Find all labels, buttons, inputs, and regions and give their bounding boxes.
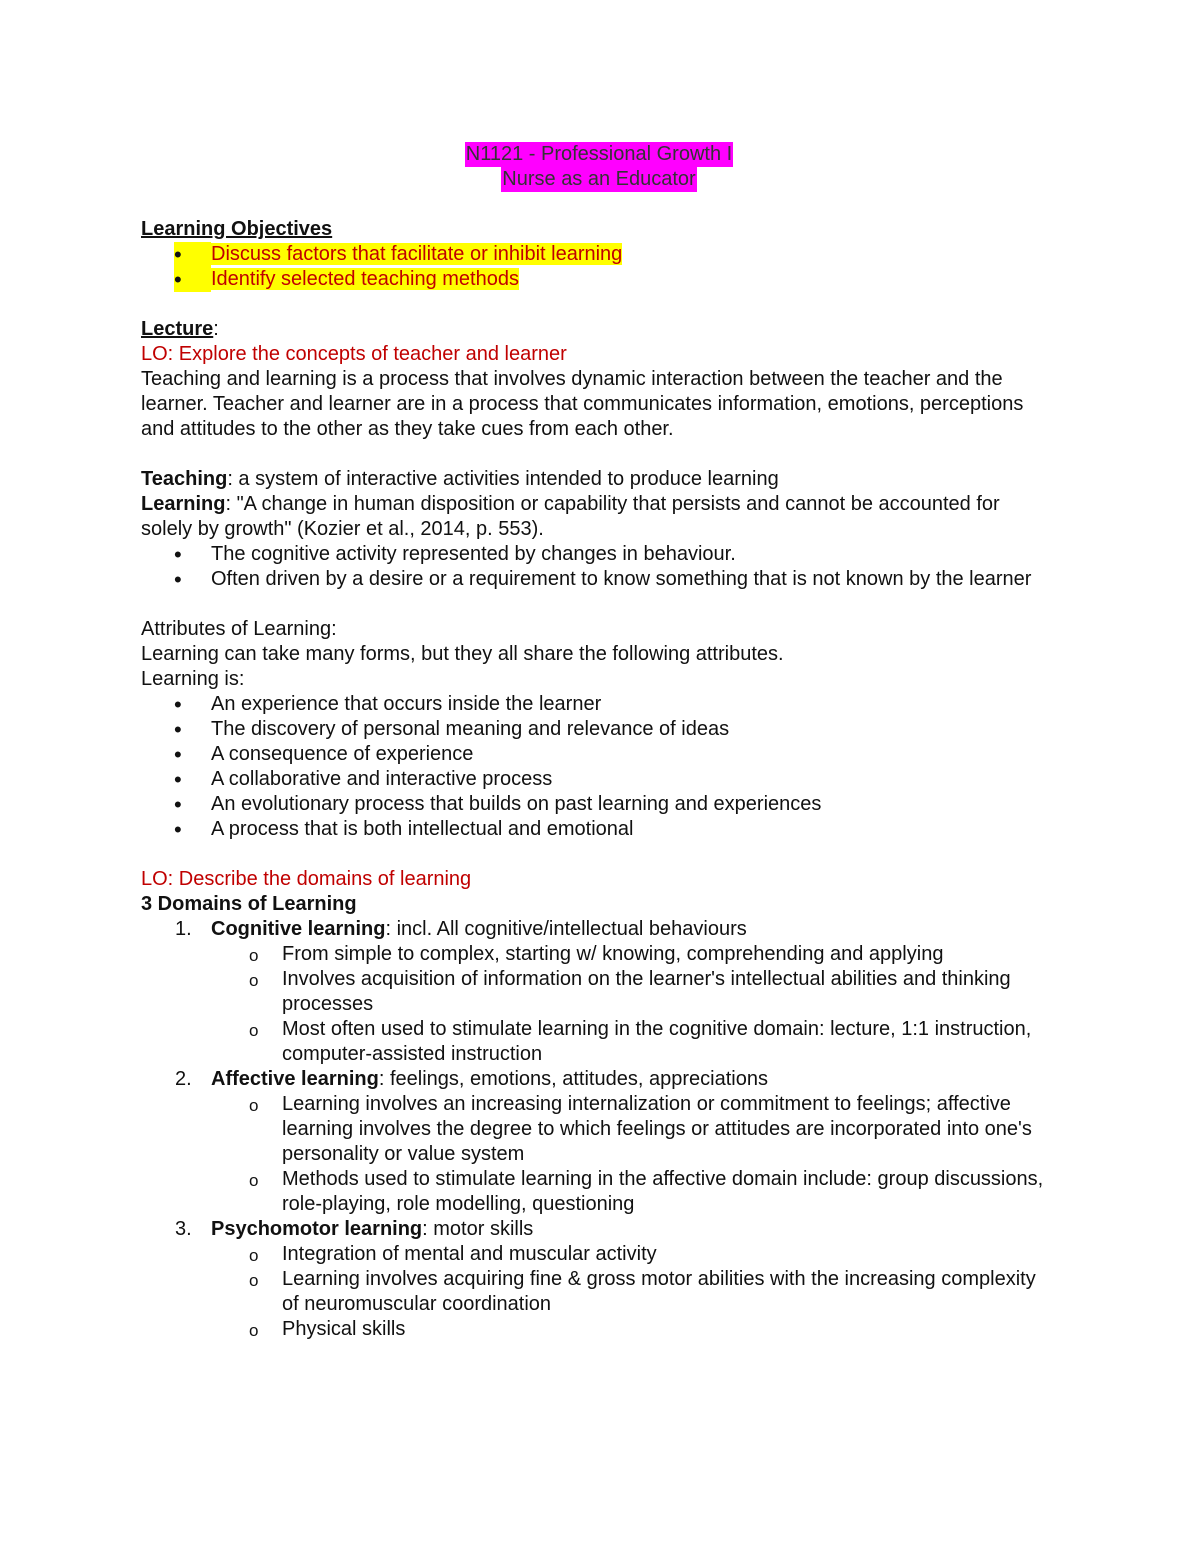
domain-item: 1. Cognitive learning: incl. All cognitive/intellectual behaviours (175, 918, 747, 940)
objectives-list (141, 242, 1051, 292)
list-item: • A collaborative and interactive process (141, 767, 1051, 792)
lecture-heading-line: Lecture: (141, 318, 219, 340)
course-title: N1121 - Professional Growth I (465, 143, 733, 165)
learning-is-label: Learning is: (141, 668, 245, 690)
sub-list-item: o Learning involves acquiring fine & gross motor abilities with the increasing complexity of neuromuscular coordination (249, 1268, 1036, 1315)
sub-list-item: o Methods used to stimulate learning in the affective domain include: group discussions, role-playing, role modelling, questioning (249, 1168, 1044, 1215)
teaching-definition: Teaching: a system of interactive activities intended to produce learning (141, 468, 779, 490)
list-item: • Often driven by a desire or a requirement to know something that is not known by the learner (141, 567, 1051, 592)
lo-describe-domains: LO: Describe the domains of learning (141, 868, 472, 890)
document-content (141, 142, 1051, 1342)
objective-item: • Discuss factors that facilitate or inhibit learning (174, 242, 623, 267)
sub-list-item: o Integration of mental and muscular activity (249, 1243, 657, 1265)
sub-list-item: o Involves acquisition of information on the learner's intellectual abilities and thinking processes (249, 968, 1011, 1015)
objective-item: • Identify selected teaching methods (174, 267, 519, 292)
attributes-heading: Attributes of Learning: (141, 618, 337, 640)
objectives-heading: Learning Objectives (141, 218, 333, 240)
domains-list (141, 917, 1051, 1342)
list-item: • A consequence of experience (141, 742, 1051, 767)
sub-list-item: o From simple to complex, starting w/ knowing, comprehending and applying (249, 943, 944, 965)
attributes-list (141, 692, 1051, 842)
domains-heading: 3 Domains of Learning (141, 893, 357, 915)
sub-list-item: o Physical skills (249, 1318, 406, 1340)
domain-item: 3. Psychomotor learning: motor skills (175, 1218, 534, 1240)
lesson-title: Nurse as an Educator (502, 168, 696, 190)
sub-list-item: o Most often used to stimulate learning in the cognitive domain: lecture, 1:1 instruction, computer-assisted instruction (249, 1018, 1032, 1065)
domain-item: 2. Affective learning: feelings, emotions, attitudes, appreciations (175, 1068, 768, 1090)
list-item: • An experience that occurs inside the learner (141, 692, 1051, 717)
sub-list-item: o Learning involves an increasing internalization or commitment to feelings; affective learning involves the degree to which feelings or attitudes are incorporated into one's personality or value system (249, 1093, 1032, 1165)
learning-bullets (141, 542, 1051, 592)
lo-explore-concepts: LO: Explore the concepts of teacher and learner (141, 343, 567, 365)
attributes-intro: Learning can take many forms, but they all share the following attributes. (141, 643, 784, 665)
lecture-intro-paragraph: Teaching and learning is a process that involves dynamic interaction between the teacher and the learner. Teacher and learner are in a process that communicates information, emotions, perceptions and attitudes to the other as they take cues from each other. (141, 368, 1024, 440)
lecture-heading: Lecture (141, 318, 214, 340)
list-item: • A process that is both intellectual and emotional (141, 817, 1051, 842)
title-block (141, 142, 1057, 192)
list-item: • An evolutionary process that builds on past learning and experiences (141, 792, 1051, 817)
learning-definition: Learning: "A change in human disposition or capability that persists and cannot be accounted for solely by growth" (Kozier et al., 2014, p. 553). (141, 493, 1000, 540)
list-item: • The cognitive activity represented by changes in behaviour. (141, 542, 1051, 567)
list-item: • The discovery of personal meaning and relevance of ideas (141, 717, 1051, 742)
